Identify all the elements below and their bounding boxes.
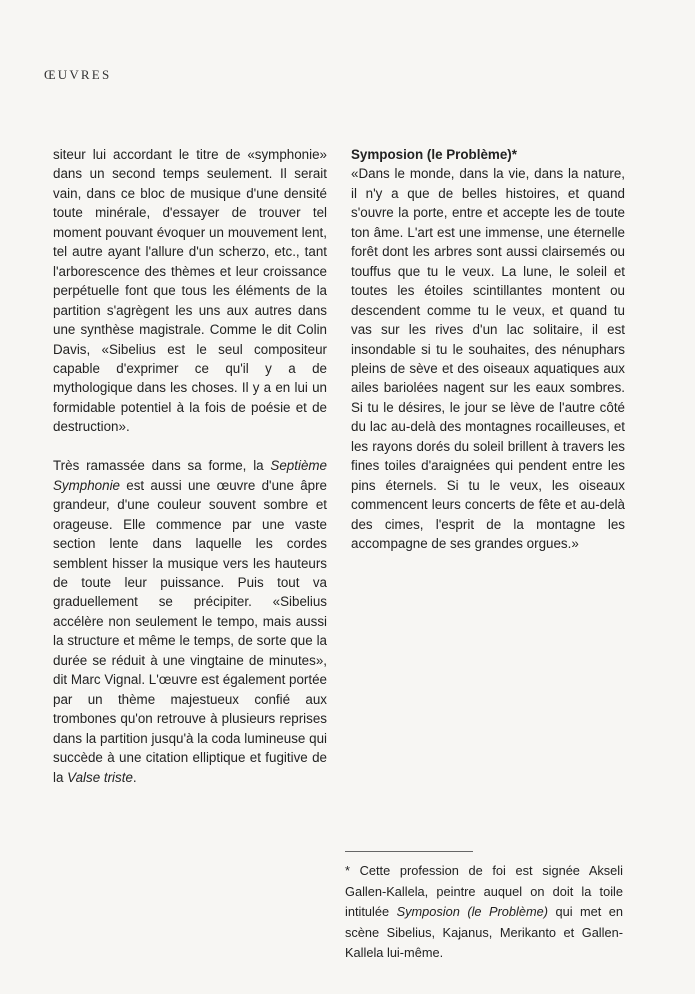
footnote-text [345, 861, 623, 964]
paragraph-text: est aussi une œuvre d'une âpre grandeur, d'une couleur souvent sombre et orageuse. Elle commence par une vaste section lente dans laquelle les cordes semblent hisser la musique vers les hauteurs de toute leur puissance. Puis tout va graduellement se précipiter. «Sibelius accélère non seulement le tempo, mais aussi la structure et même le temps, de sorte que la durée se réduit à une vingtaine de minutes», dit Marc Vignal. L'œuvre est également portée par un thème majestueux confié aux trombones qu'on retrouve à plusieurs reprises dans la partition jusqu'à la coda lumineuse qui succède à une citation elliptique et fugitive de la [53, 477, 327, 785]
paragraph-text: . [132, 769, 137, 785]
footnote-segment: * Cette profession de foi est signée Akseli Gallen-Kallela, peintre auquel on doit la toile intitulée [345, 863, 623, 920]
running-header: ŒUVRES [44, 67, 112, 82]
body-paragraph-1: siteur lui accordant le titre de «symphonie» dans un second temps seulement. Il serait vain, dans ce bloc de musique d'une densité toute minérale, d'essayer de trouver tel moment pouvant évoquer un mouvement lent, tel autre ayant l'allure d'un scherzo, etc., tant l'arborescence des thèmes et leur croissance perpétuelle font que tous les éléments de la partition s'agrègent les uns aux autres dans une synthèse magistrale. Comme le dit Colin Davis, «Sibelius est le seul compositeur capable d'exprimer ce qu'il y a de mythologique dans les choses. Il y a en lui un formidable potentiel à la fois de poésie et de destruction». [53, 147, 327, 435]
artwork-title: Symposion [396, 904, 460, 920]
paragraph-text: Très ramassée dans sa forme, la [53, 458, 271, 474]
body-paragraph-2 [53, 456, 327, 787]
footnote-segment: qui met en scène Sibelius, Kajanus, Merikanto et Gallen-Kallela lui-même. [345, 904, 623, 961]
work-title: Valse triste [67, 769, 133, 785]
artwork-subtitle: (le Problème) [459, 904, 549, 920]
right-column [351, 145, 625, 554]
work-title: Septième Symphonie [53, 458, 327, 493]
section-subheading: Symposion (le Problème)* [351, 147, 517, 162]
footnote [345, 861, 623, 964]
footnote-divider [345, 851, 473, 852]
quote-paragraph: «Dans le monde, dans la vie, dans la nature, il n'y a que de belles histoires, et quand s'ouvre la porte, entre et accepte les de toute ton âme. L'art est une immense, une éternelle forêt dont les arbres sont aussi clairsemés ou touffus que tu le veux. La lune, le soleil et toutes les étoiles scintillantes montent ou descendent comme tu le veux, et quand tu vas sur les rives d'un lac solitaire, il est insondable si tu le souhaites, des nénuphars pleins de sève et des oiseaux aquatiques aux ailes bariolées nagent sur les eaux sombres. Si tu le désires, le jour se lève de l'autre côté du lac au-delà des montagnes rocailleuses, et les rayons dorés du soleil brillent à travers les fines toiles d'araignées qui pendent entre les pins éternels. Si tu le veux, les oiseaux commencent leurs concerts de fête et au-delà des cimes, l'esprit de la montagne les accompagne de ses grandes orgues.» [351, 166, 625, 552]
left-column [53, 145, 327, 787]
